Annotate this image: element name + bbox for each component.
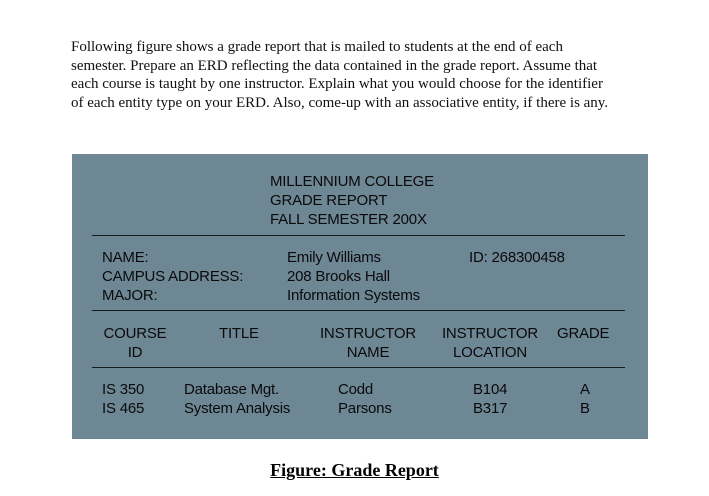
grade-report-figure	[72, 154, 648, 439]
semester-label: FALL SEMESTER 200X	[270, 211, 427, 228]
col-course-id-line1: COURSE	[103, 325, 167, 342]
cell-instructor: Codd	[338, 381, 374, 398]
cell-title: System Analysis	[184, 400, 291, 417]
col-instructor-location-line2: LOCATION	[453, 344, 527, 361]
col-course-id-line2: ID	[127, 344, 143, 361]
intro-paragraph	[71, 38, 671, 112]
col-instructor-name-line1: INSTRUCTOR	[319, 325, 417, 342]
major-value: Information Systems	[287, 287, 420, 304]
intro-line: each course is taught by one instructor. Explain what you would choose for the identifier	[71, 76, 603, 93]
col-instructor-location-line1: INSTRUCTOR	[441, 325, 539, 342]
divider	[92, 310, 625, 311]
name-value: Emily Williams	[287, 249, 381, 266]
col-title: TITLE	[219, 325, 259, 342]
major-label: MAJOR:	[102, 287, 158, 304]
name-label: NAME:	[102, 249, 149, 266]
intro-line: semester. Prepare an ERD reflecting the data contained in the grade report. Assume that	[71, 57, 598, 74]
cell-course-id: IS 465	[102, 400, 145, 417]
cell-grade: A	[580, 381, 590, 398]
address-value: 208 Brooks Hall	[287, 268, 390, 285]
figure-caption: Figure: Grade Report	[270, 460, 439, 480]
cell-instructor: Parsons	[338, 400, 392, 417]
cell-location: B317	[473, 400, 508, 417]
col-grade: GRADE	[557, 325, 610, 342]
divider	[92, 367, 625, 368]
student-id: ID: 268300458	[469, 249, 565, 266]
table-row	[72, 399, 648, 418]
cell-location: B104	[473, 381, 508, 398]
report-title: GRADE REPORT	[270, 192, 388, 209]
cell-grade: B	[580, 400, 590, 417]
divider	[92, 235, 625, 236]
cell-title: Database Mgt.	[184, 381, 279, 398]
col-instructor-name-line2: NAME	[346, 344, 390, 361]
intro-line: Following figure shows a grade report that is mailed to students at the end of each	[71, 39, 563, 55]
address-label: CAMPUS ADDRESS:	[102, 268, 244, 285]
cell-course-id: IS 350	[102, 381, 145, 398]
intro-line: of each entity type on your ERD. Also, come-up with an associative entity, if there is any.	[71, 94, 609, 111]
college-name: MILLENNIUM COLLEGE	[270, 173, 434, 190]
table-row	[72, 380, 648, 399]
